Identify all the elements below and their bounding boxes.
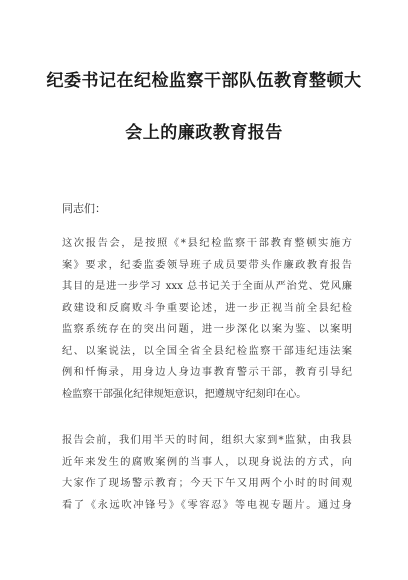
paragraph-line: 检监察干部强化纪律规矩意识，把遵规守纪刻印在心。 <box>62 388 307 400</box>
paragraph-line: 其目的是进一步学习 xxx 总书记关于全面从严治党、党风廉 <box>62 281 352 292</box>
greeting: 同志们： <box>62 202 106 215</box>
paragraph-line: 政建设和反腐败斗争重要论述，进一步正视当前全县纪检 <box>62 302 352 314</box>
paragraph-line: 例和忏悔录，用身边人身边事教育警示干部，教育引导纪 <box>62 367 352 378</box>
paragraph-line: 报告会前，我们用半天的时间，组织大家到*监狱，由我县 <box>62 435 352 446</box>
paragraph-line: 案》要求，纪委监委领导班子成员要带头作廉政教育报告 <box>62 259 352 271</box>
paragraph-line: 纪、以案说法，以全国全省全县纪检监察干部违纪违法案 <box>62 345 352 357</box>
paragraph-line: 监察系统存在的突出问题，进一步深化以案为鉴、以案明 <box>62 324 352 335</box>
document-title-line-2: 会上的廉政教育报告 <box>125 123 283 143</box>
paragraph-line: 大家作了现场警示教育；今天下午又用两个小时的时间观 <box>62 478 352 489</box>
paragraph-line: 这次报告会，是按照《*县纪检监察干部教育整顿实施方 <box>62 238 352 249</box>
paragraph-1 <box>62 233 352 405</box>
paragraph-2 <box>62 430 352 516</box>
paragraph-line: 近年来发生的腐败案例的当事人，以现身说法的方式，向 <box>62 456 352 468</box>
document-title-line-1: 纪委书记在纪检监察干部队伍教育整顿大 <box>46 71 362 91</box>
paragraph-line: 看了《永远吹冲锋号》《零容忍》等电视专题片。通过身 <box>62 499 352 511</box>
